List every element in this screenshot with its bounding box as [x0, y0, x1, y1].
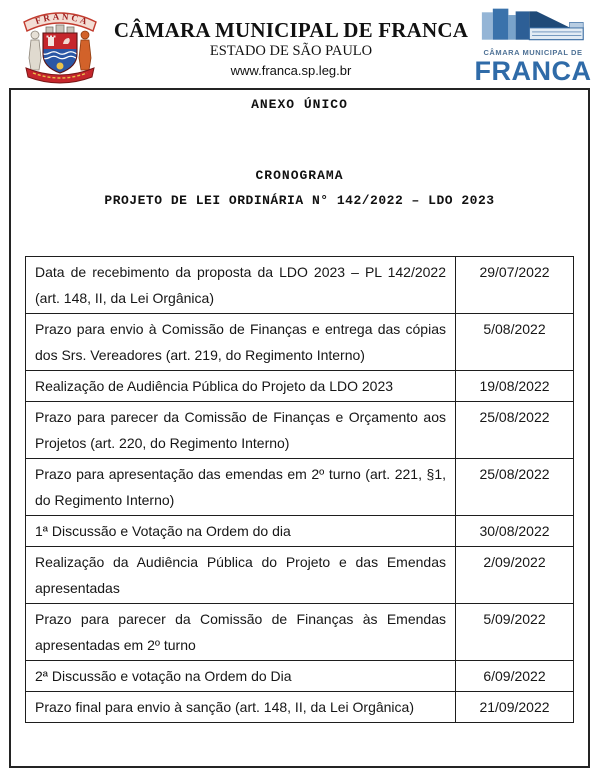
- table-row: [26, 257, 574, 314]
- institution-subtitle: ESTADO DE SÃO PAULO: [209, 43, 373, 59]
- row-description: Prazo para envio à Comissão de Finanças e entrega das cópias dos Srs. Vereadores (art. 219, do Regimento Interno): [26, 314, 456, 371]
- franca-coat-of-arms-icon: [10, 2, 110, 86]
- table-row: [26, 692, 574, 723]
- header-center: [112, 18, 470, 79]
- table-row: [26, 371, 574, 402]
- document-content-box: [9, 88, 590, 768]
- table-row: [26, 402, 574, 459]
- cronograma-table: [25, 256, 574, 723]
- schedule-table-body: [26, 257, 574, 723]
- table-row: [26, 314, 574, 371]
- table-row: [26, 459, 574, 516]
- institution-title: CÂMARA MUNICIPAL DE FRANCA: [113, 18, 469, 42]
- logo-building-icon: [474, 5, 592, 47]
- row-date: 29/07/2022: [456, 257, 574, 314]
- row-date: 5/08/2022: [456, 314, 574, 371]
- camara-franca-logo: [474, 5, 592, 85]
- row-description: Data de recebimento da proposta da LDO 2023 – PL 142/2022 (art. 148, II, da Lei Orgânica): [26, 257, 456, 314]
- row-description: Realização da Audiência Pública do Projeto e das Emendas apresentadas: [26, 547, 456, 604]
- institution-website: www.franca.sp.leg.br: [230, 63, 352, 78]
- row-date: 2/09/2022: [456, 547, 574, 604]
- row-date: 25/08/2022: [456, 402, 574, 459]
- annex-title: ANEXO ÚNICO: [251, 97, 348, 112]
- logo-small-text: CÂMARA MUNICIPAL DE: [483, 48, 583, 57]
- row-date: 21/09/2022: [456, 692, 574, 723]
- schedule-title: CRONOGRAMA: [255, 168, 344, 183]
- row-description: Prazo final para envio à sanção (art. 148, II, da Lei Orgânica): [26, 692, 456, 723]
- table-row: [26, 516, 574, 547]
- row-date: 5/09/2022: [456, 604, 574, 661]
- row-date: 25/08/2022: [456, 459, 574, 516]
- crest-left-supporter: [29, 31, 41, 70]
- row-description: Prazo para parecer da Comissão de Finanças às Emendas apresentadas em 2º turno: [26, 604, 456, 661]
- row-description: Prazo para apresentação das emendas em 2º turno (art. 221, §1, do Regimento Interno): [26, 459, 456, 516]
- row-date: 30/08/2022: [456, 516, 574, 547]
- row-description: Realização de Audiência Pública do Projeto da LDO 2023: [26, 371, 456, 402]
- crest-right-supporter: [79, 31, 91, 70]
- logo-large-text: FRANCA: [474, 56, 592, 86]
- row-date: 6/09/2022: [456, 661, 574, 692]
- page-header: [0, 0, 600, 88]
- table-row: [26, 547, 574, 604]
- row-date: 19/08/2022: [456, 371, 574, 402]
- crest-banner-text: FRANCA: [33, 11, 91, 28]
- row-description: 1ª Discussão e Votação na Ordem do dia: [26, 516, 456, 547]
- project-title: PROJETO DE LEI ORDINÁRIA N° 142/2022 – LDO 2023: [104, 193, 495, 208]
- row-description: 2ª Discussão e votação na Ordem do Dia: [26, 661, 456, 692]
- row-description: Prazo para parecer da Comissão de Finanças e Orçamento aos Projetos (art. 220, do Regimento Interno): [26, 402, 456, 459]
- table-row: [26, 661, 574, 692]
- table-row: [26, 604, 574, 661]
